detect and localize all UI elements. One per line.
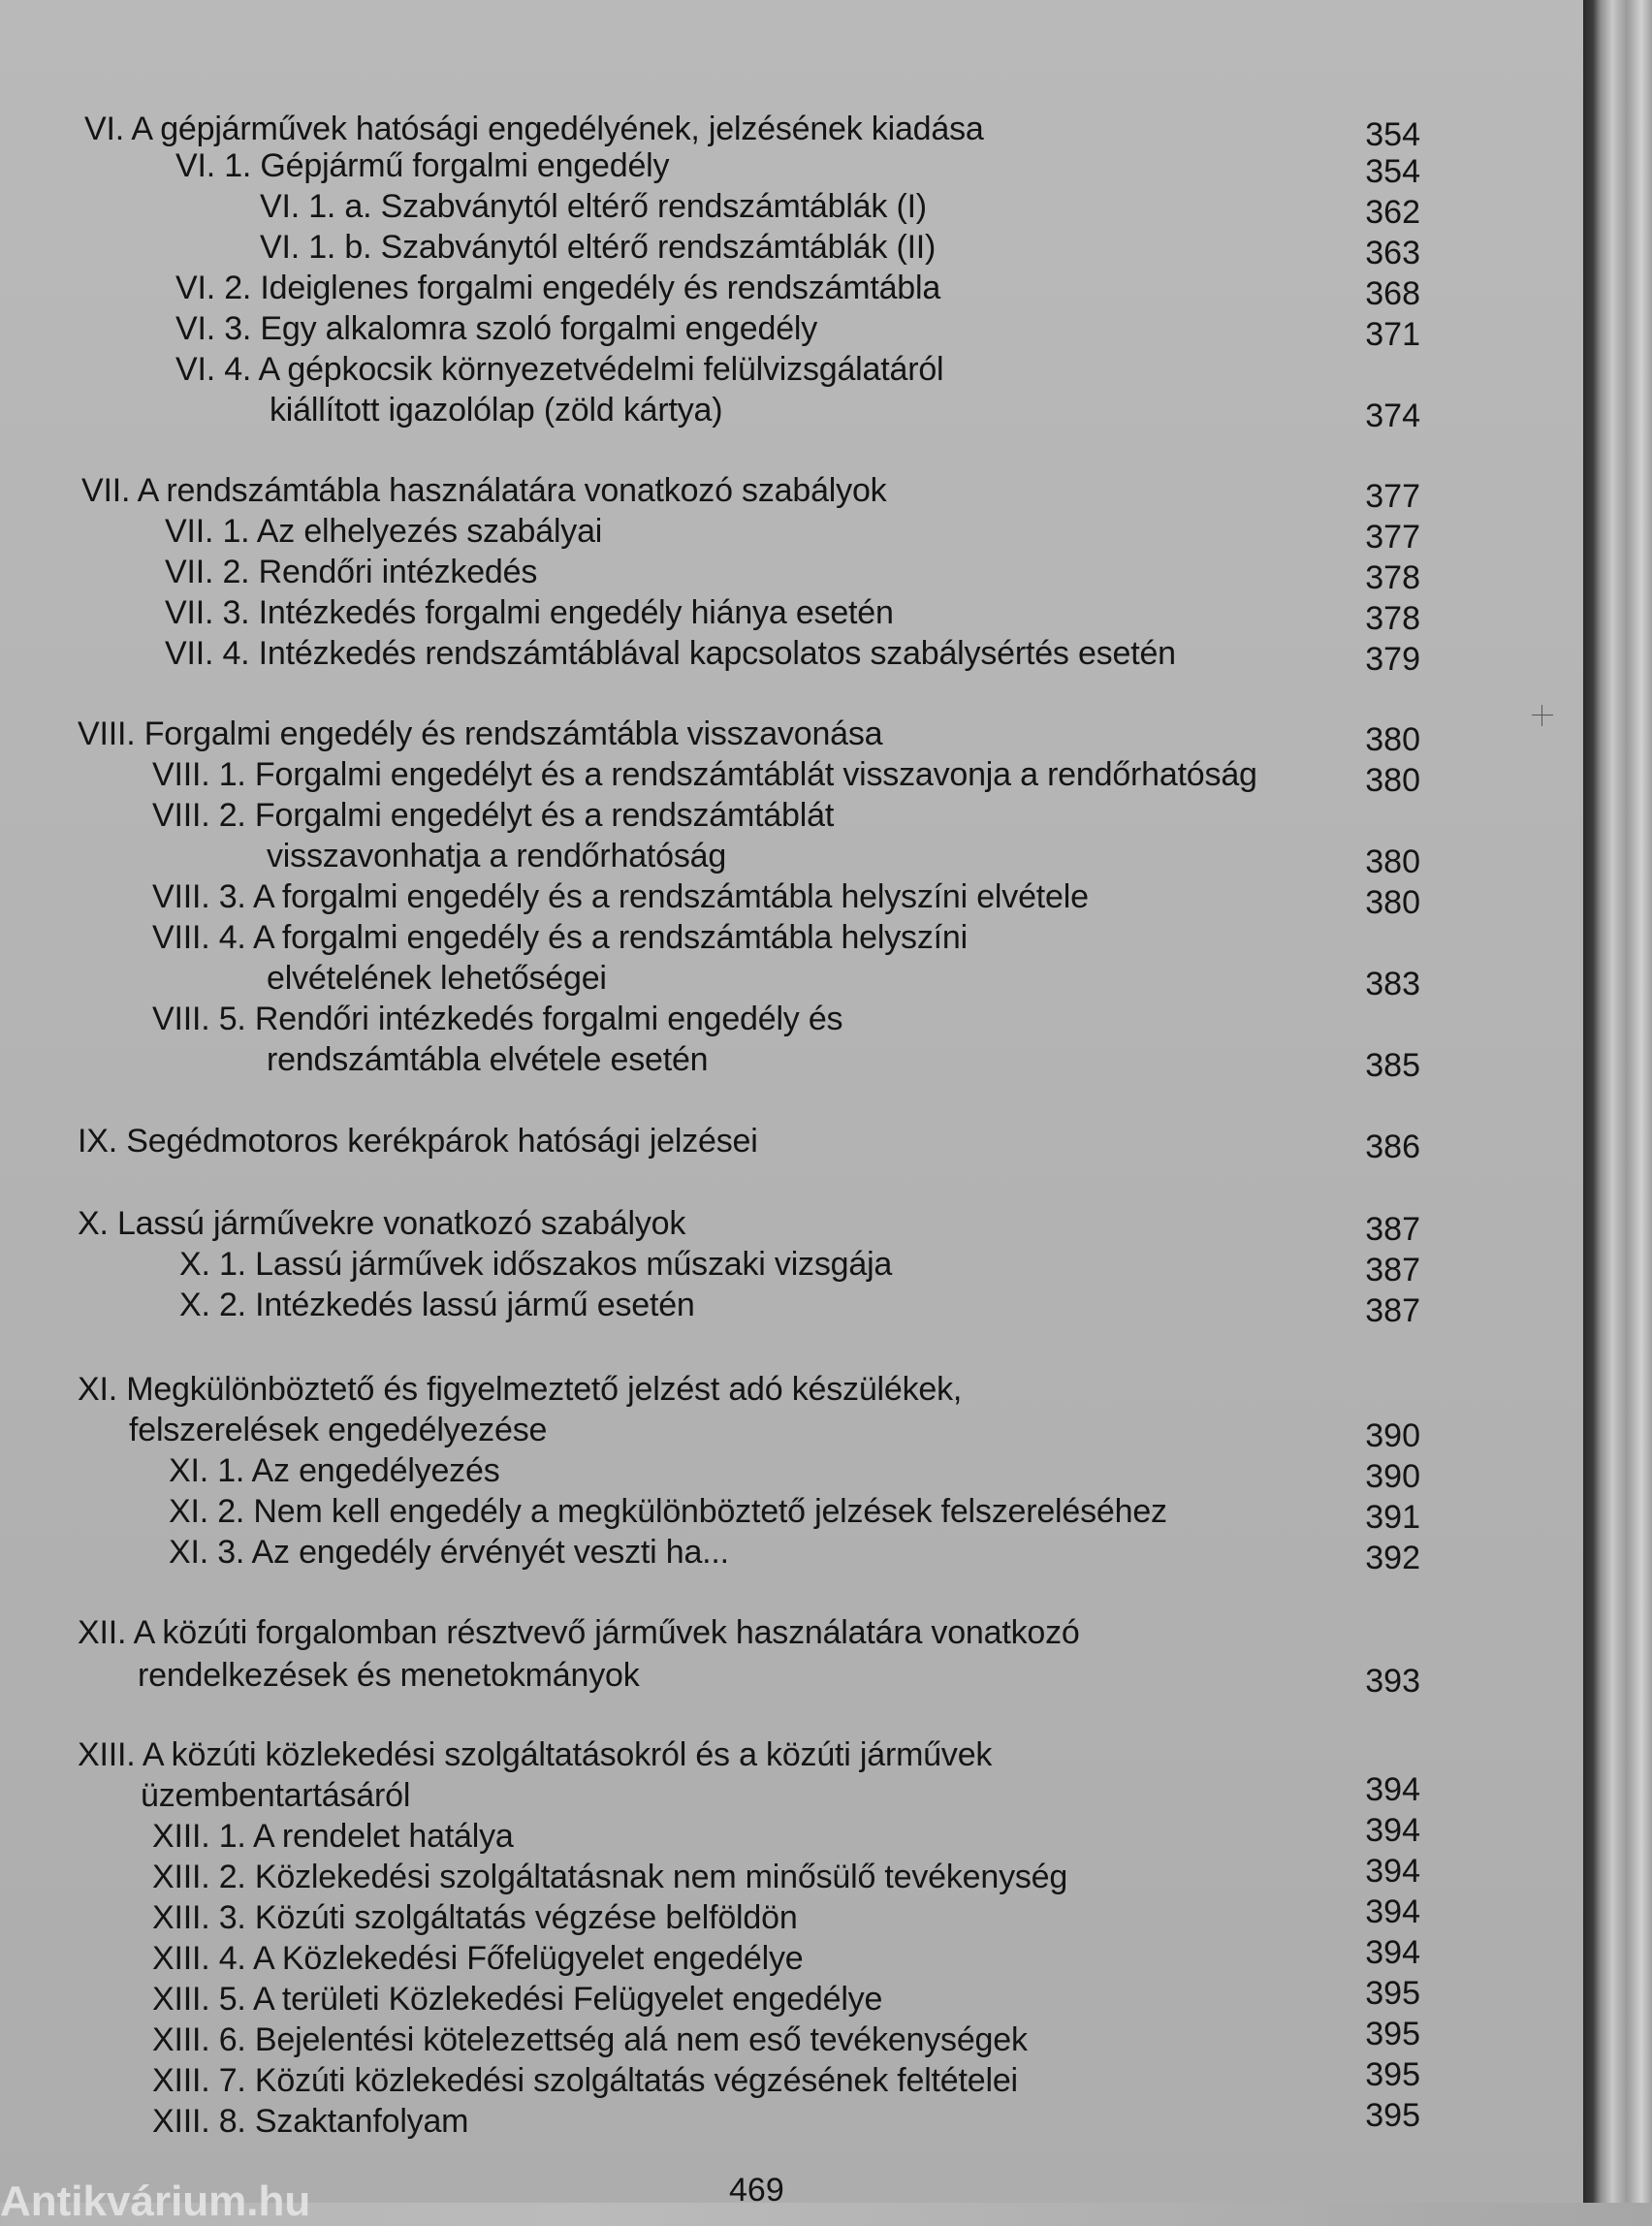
toc-entry-title: XIII. 6. Bejelentési kötelezettség alá nem eső tevékenységek bbox=[152, 2021, 1028, 2058]
toc-entry-title: VI. 3. Egy alkalomra szoló forgalmi engedély bbox=[175, 310, 818, 347]
toc-entry-title: VIII. 2. Forgalmi engedélyt és a rendszámtáblát bbox=[152, 797, 835, 834]
toc-entry-page: 395 bbox=[1365, 2056, 1420, 2093]
toc-entry-title: VII. A rendszámtábla használatára vonatkozó szabályok bbox=[81, 472, 887, 509]
toc-entry-page: 377 bbox=[1365, 478, 1420, 515]
toc-entry-page: 377 bbox=[1365, 519, 1420, 556]
toc-entry-title: VI. A gépjárművek hatósági engedélyének, jelzésének kiadása bbox=[84, 111, 984, 147]
toc-entry-title: elvételének lehetőségei bbox=[267, 960, 607, 997]
toc-entry-title: X. Lassú járművekre vonatkozó szabályok bbox=[78, 1205, 686, 1242]
toc-entry-title: VII. 1. Az elhelyezés szabályai bbox=[165, 513, 603, 550]
toc-entry-page: 395 bbox=[1365, 2016, 1420, 2052]
toc-entry-title: üzembentartásáról bbox=[141, 1777, 411, 1814]
toc-entry-title: VI. 1. b. Szabványtól eltérő rendszámtáblák (II) bbox=[260, 229, 937, 266]
toc-entry-page: 395 bbox=[1365, 1975, 1420, 2012]
toc-entry-title: VIII. 5. Rendőri intézkedés forgalmi engedély és bbox=[152, 1001, 843, 1037]
toc-entry-page: 383 bbox=[1365, 966, 1420, 1002]
toc-entry-title: VIII. Forgalmi engedély és rendszámtábla visszavonása bbox=[78, 716, 883, 752]
toc-entry-page: 362 bbox=[1365, 194, 1420, 231]
toc-entry-page: 380 bbox=[1365, 762, 1420, 799]
toc-entry-title: XII. A közúti forgalomban résztvevő járművek használatára vonatkozó bbox=[78, 1614, 1080, 1651]
toc-entry-title: XIII. 3. Közúti szolgáltatás végzése belföldön bbox=[152, 1899, 798, 1936]
toc-entry-page: 395 bbox=[1365, 2097, 1420, 2134]
toc-entry-page: 394 bbox=[1365, 1812, 1420, 1849]
toc-entry-page: 380 bbox=[1365, 843, 1420, 880]
toc-entry-page: 354 bbox=[1365, 116, 1420, 153]
toc-entry-title: VII. 3. Intézkedés forgalmi engedély hiánya esetén bbox=[165, 594, 894, 631]
toc-entry-page: 378 bbox=[1365, 559, 1420, 596]
toc-entry-page: 387 bbox=[1365, 1292, 1420, 1329]
toc-entry-title: XIII. 8. Szaktanfolyam bbox=[152, 2103, 469, 2140]
toc-entry-title: IX. Segédmotoros kerékpárok hatósági jelzései bbox=[78, 1123, 758, 1160]
toc-entry-title: VI. 4. A gépkocsik környezetvédelmi felülvizsgálatáról bbox=[175, 351, 944, 388]
page-number: 469 bbox=[729, 2172, 784, 2209]
toc-entry-page: 394 bbox=[1365, 1893, 1420, 1930]
toc-entry-page: 380 bbox=[1365, 884, 1420, 921]
toc-entry-page: 363 bbox=[1365, 235, 1420, 271]
toc-entry-title: VII. 2. Rendőri intézkedés bbox=[165, 554, 538, 590]
book-edge bbox=[1583, 0, 1652, 2203]
toc-entry-page: 394 bbox=[1365, 1853, 1420, 1890]
toc-entry-title: X. 2. Intézkedés lassú jármű esetén bbox=[179, 1287, 695, 1323]
toc-entry-page: 394 bbox=[1365, 1771, 1420, 1808]
toc-entry-page: 394 bbox=[1365, 1934, 1420, 1971]
toc-entry-title: rendszámtábla elvétele esetén bbox=[267, 1041, 709, 1078]
toc-entry-page: 393 bbox=[1365, 1663, 1420, 1700]
toc-entry-title: felszerelések engedélyezése bbox=[129, 1412, 548, 1448]
toc-entry-page: 378 bbox=[1365, 600, 1420, 637]
toc-entry-title: XI. 3. Az engedély érvényét veszti ha... bbox=[169, 1534, 729, 1571]
toc-entry-title: VIII. 4. A forgalmi engedély és a rendszámtábla helyszíni bbox=[152, 919, 968, 956]
toc-entry-page: 368 bbox=[1365, 275, 1420, 312]
toc-entry-page: 379 bbox=[1365, 641, 1420, 678]
toc-entry-page: 386 bbox=[1365, 1129, 1420, 1165]
toc-entry-title: XI. 2. Nem kell engedély a megkülönböztető jelzések felszereléséhez bbox=[169, 1493, 1167, 1530]
toc-entry-page: 392 bbox=[1365, 1540, 1420, 1576]
toc-entry-title: X. 1. Lassú járművek időszakos műszaki vizsgája bbox=[179, 1246, 893, 1283]
toc-entry-title: visszavonhatja a rendőrhatóság bbox=[267, 838, 727, 874]
toc-entry-page: 380 bbox=[1365, 721, 1420, 758]
toc-entry-page: 387 bbox=[1365, 1252, 1420, 1288]
toc-entry-title: XIII. 5. A területi Közlekedési Felügyelet engedélye bbox=[152, 1981, 883, 2018]
toc-entry-page: 374 bbox=[1365, 398, 1420, 434]
toc-entry-title: VII. 4. Intézkedés rendszámtáblával kapcsolatos szabálysértés esetén bbox=[165, 635, 1176, 672]
toc-entry-title: XIII. 1. A rendelet hatálya bbox=[152, 1818, 514, 1855]
watermark: Antikvárium.hu bbox=[0, 2178, 311, 2225]
toc-entry-page: 390 bbox=[1365, 1458, 1420, 1495]
toc-entry-title: VI. 1. a. Szabványtól eltérő rendszámtáblák (I) bbox=[260, 188, 927, 225]
toc-entry-title: kiállított igazolólap (zöld kártya) bbox=[270, 392, 723, 429]
toc-entry-title: XIII. 7. Közúti közlekedési szolgáltatás végzésének feltételei bbox=[152, 2062, 1018, 2099]
toc-entry-title: VIII. 3. A forgalmi engedély és a rendszámtábla helyszíni elvétele bbox=[152, 878, 1089, 915]
toc-entry-title: XIII. 2. Közlekedési szolgáltatásnak nem minősülő tevékenység bbox=[152, 1859, 1068, 1895]
toc-entry-title: XIII. 4. A Közlekedési Főfelügyelet engedélye bbox=[152, 1940, 804, 1977]
toc-entry-page: 371 bbox=[1365, 316, 1420, 353]
toc-entry-title: VI. 2. Ideiglenes forgalmi engedély és rendszámtábla bbox=[175, 270, 941, 306]
toc-entry-page: 387 bbox=[1365, 1211, 1420, 1248]
toc-entry-title: XIII. A közúti közlekedési szolgáltatásokról és a közúti járművek bbox=[78, 1736, 993, 1773]
toc-entry-title: VI. 1. Gépjármű forgalmi engedély bbox=[175, 147, 670, 184]
toc-entry-title: XI. 1. Az engedélyezés bbox=[169, 1452, 500, 1489]
toc-entry-page: 390 bbox=[1365, 1417, 1420, 1454]
toc-entry-page: 391 bbox=[1365, 1499, 1420, 1536]
toc-entry-title: rendelkezések és menetokmányok bbox=[138, 1657, 640, 1694]
toc-entry-title: XI. Megkülönböztető és figyelmeztető jelzést adó készülékek, bbox=[78, 1371, 963, 1408]
toc-entry-page: 385 bbox=[1365, 1047, 1420, 1084]
crosshair-mark bbox=[1532, 705, 1553, 726]
toc-entry-title: VIII. 1. Forgalmi engedélyt és a rendszámtáblát visszavonja a rendőrhatóság bbox=[152, 756, 1257, 793]
toc-entry-page: 354 bbox=[1365, 153, 1420, 190]
